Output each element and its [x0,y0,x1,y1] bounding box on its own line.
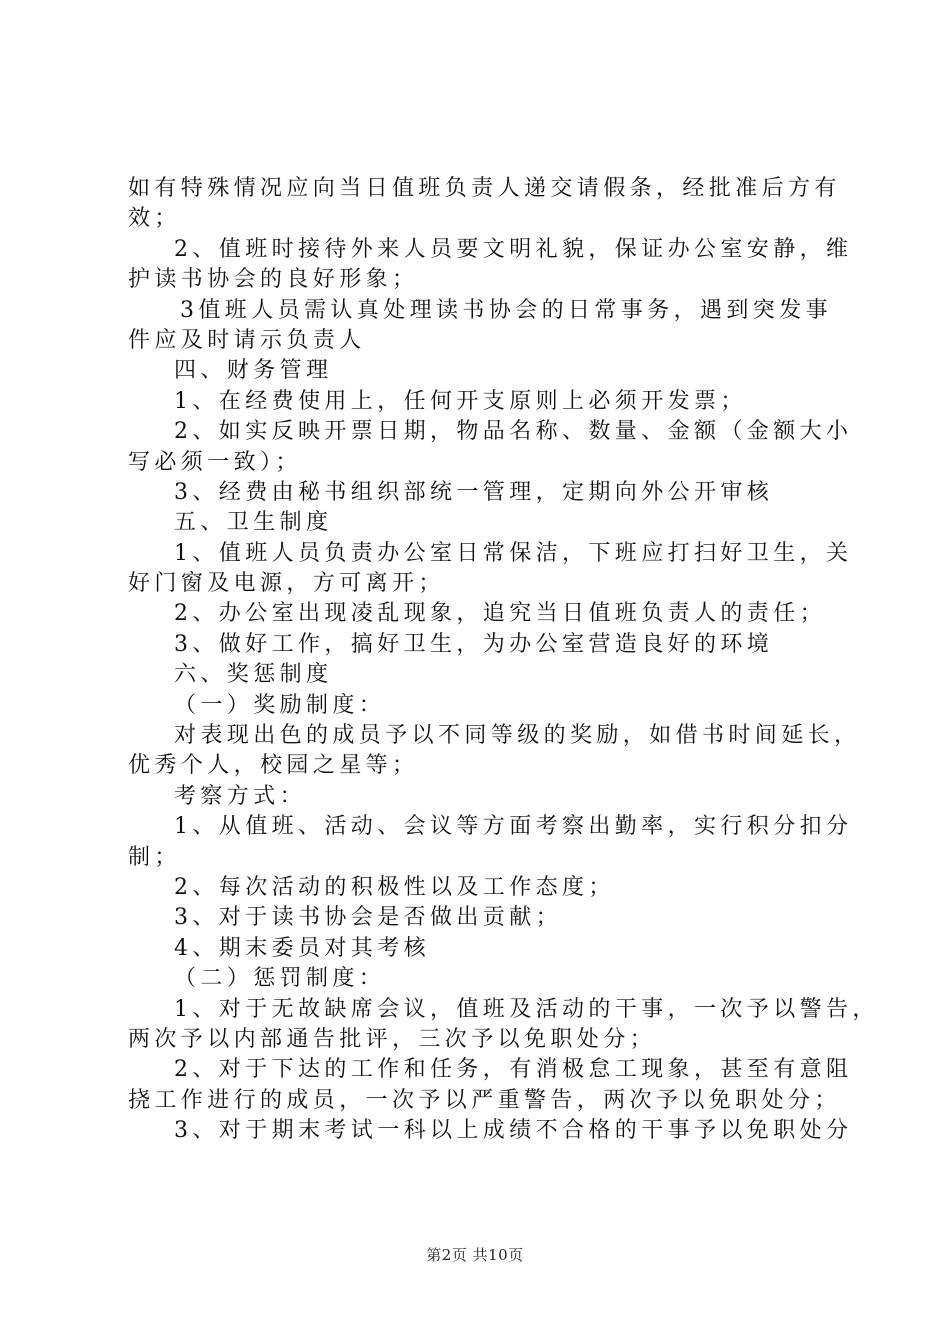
text-line: 1、在经费使用上，任何开支原则上必须开发票； [174,388,747,414]
text-line: 优秀个人，校园之星等； [128,753,419,779]
text-line: 2、办公室出现凌乱现象，追究当日值班负责人的责任； [174,601,826,627]
text-line: 1、值班人员负责办公室日常保洁，下班应打扫好卫生，关 [174,540,853,566]
subsection-heading: （二）惩罚制度： [174,966,386,992]
text-line: 如有特殊情况应向当日值班负责人递交请假条，经批准后方有 [128,176,841,201]
text-line: 3、做好工作，搞好卫生，为办公室营造良好的环境 [174,631,774,657]
text-line: 件应及时请示负责人 [128,327,366,353]
text-line: 2、每次活动的积极性以及工作态度； [174,874,615,900]
text-line: 对表现出色的成员予以不同等级的奖励，如借书时间延长， [174,723,861,749]
page-number-footer: 第2页 共10页 [426,1246,524,1264]
text-line: 3、对于读书协会是否做出贡献； [174,905,562,931]
text-line: 3值班人员需认真处理读书协会的日常事务，遇到突发事 [180,297,832,323]
text-line: 好门窗及电源，方可离开； [128,571,445,597]
text-line: 护读书协会的良好形象； [128,267,419,293]
text-line: 1、从值班、活动、会议等方面考察出勤率，实行积分扣分 [174,814,853,840]
subsection-heading: 考察方式： [174,783,307,809]
subsection-heading: （一）奖励制度： [174,692,386,718]
text-line: 3、经费由秘书组织部统一管理，定期向外公开审核 [174,479,774,505]
text-line: 效； [128,206,181,232]
text-line: 2、如实反映开票日期，物品名称、数量、金额（金额大小 [174,419,853,445]
text-line: 2、值班时接待外来人员要文明礼貌，保证办公室安静，维 [174,236,853,262]
text-line: 挠工作进行的成员，一次予以严重警告，两次予以免职处分； [128,1087,841,1113]
section-heading: 四、财务管理 [174,358,333,384]
text-line: 1、对于无故缺席会议，值班及活动的干事，一次予以警告， [174,996,879,1022]
text-line: 4、期末委员对其考核 [174,935,430,961]
text-line: 制； [128,844,181,870]
document-body [128,174,879,1147]
text-line: 3、对于期末考试一科以上成绩不合格的干事予以免职处分 [174,1118,853,1144]
text-line: 写必须一致）； [128,449,302,475]
text-line: 2、对于下达的工作和任务，有消极怠工现象，甚至有意阻 [174,1057,853,1083]
section-heading: 六、奖惩制度 [174,662,333,688]
section-heading: 五、卫生制度 [174,510,333,536]
text-line: 两次予以内部通告批评，三次予以免职处分； [128,1026,657,1052]
